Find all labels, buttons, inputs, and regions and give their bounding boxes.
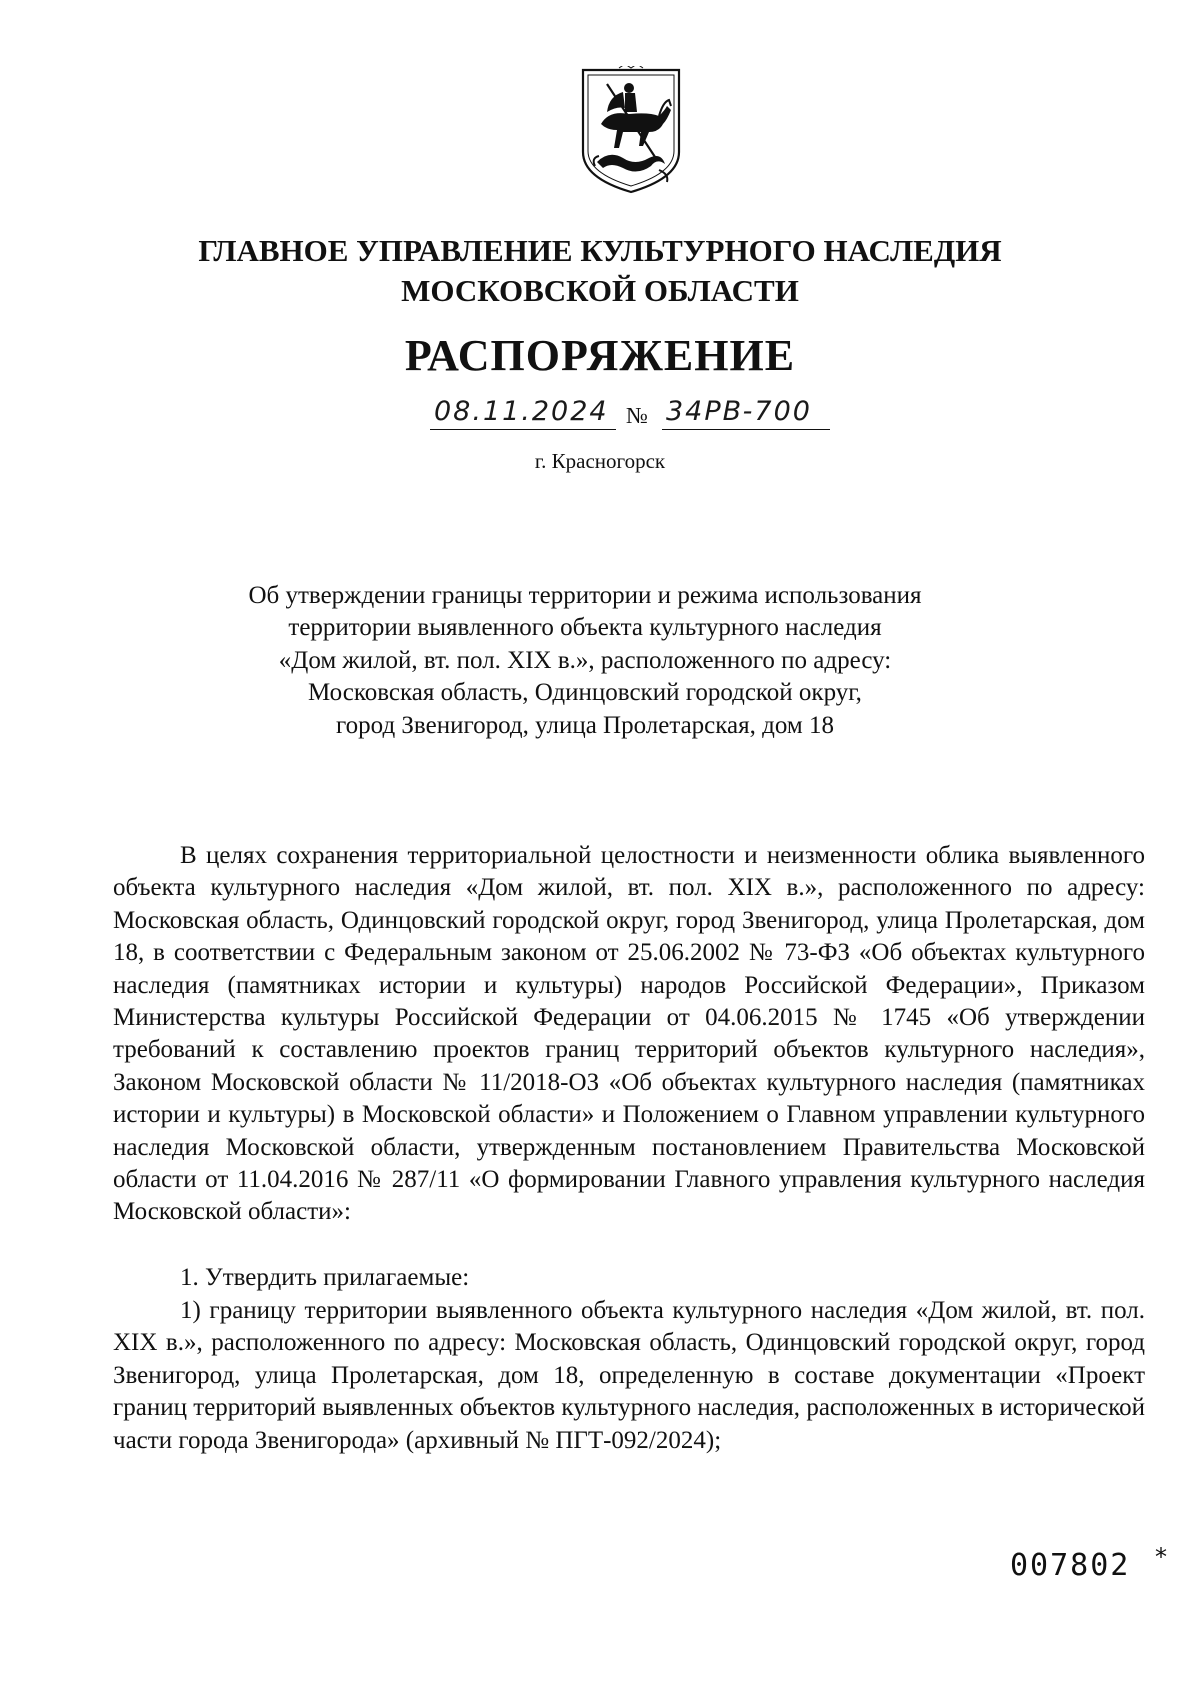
subject-line: город Звенигород, улица Пролетарская, дом 18 [336, 711, 834, 739]
document-number: 34PB-700 [666, 396, 812, 427]
item-1-paragraph: 1. Утвердить прилагаемые: [180, 1264, 470, 1291]
date-underline [430, 429, 616, 430]
asterisk-mark: * [1155, 1543, 1167, 1571]
subject-line: Московская область, Одинцовский городской округ, [308, 679, 862, 707]
date-number-line [430, 395, 830, 435]
document-subject [200, 580, 970, 742]
subject-line: «Дом жилой, вт. пол. XIX в.», расположенного по адресу: [278, 646, 892, 674]
subject-line: Об утверждении границы территории и режима использования [248, 582, 922, 609]
number-sign: № [626, 403, 648, 428]
serial-number: 007802 [1010, 1548, 1131, 1583]
preamble-paragraph: В целях сохранения территориальной целостности и неизменности облика выявленного объекта культурного наследия «Дом жилой, вт. пол. XIX в.», расположенного по адресу: Московская область, Одинцовский городской округ, город Звенигород, улица Пролетарская, дом 18, в соответствии с Федеральным законом от 25.06.2002 № 73-ФЗ «Об объектах культурного наследия (памятниках истории и культуры) народов Российской Федерации», Приказом Министерства культуры Российской Федерации от 04.06.2015 № 1745 «Об утверждении требований к составлению проектов границ территорий объектов культурного наследия», Законом Московской области № 11/2018-ОЗ «Об объектах культурного наследия (памятниках истории и культуры) в Московской области» и Положением о Главном управлении культурного наследия Московской области, утвержденным постановлением Правительства Московской области от 11.04.2016 № 287/11 «О формировании Главного управления культурного наследия Московской области»: [113, 842, 1145, 1226]
document-date: 08.11.2024 [434, 396, 609, 427]
coat-of-arms-icon [579, 66, 683, 196]
document-type-title: РАСПОРЯЖЕНИЕ [404, 331, 796, 380]
number-underline [662, 429, 830, 430]
subject-line: территории выявленного объекта культурного наследия [288, 614, 882, 642]
issue-city: г. Красногорск [534, 449, 666, 473]
organization-name-line1: ГЛАВНОЕ УПРАВЛЕНИЕ КУЛЬТУРНОГО НАСЛЕДИЯ [198, 233, 1002, 268]
item-1-1-paragraph: 1) границу территории выявленного объекта культурного наследия «Дом жилой, вт. пол. XIX в.», расположенного по адресу: Московская область, Одинцовский городской округ, город Звенигород, улица Пролетарская, дом 18, определенную в составе документации «Проект границ территорий выявленных объектов культурного наследия, расположенных в исторической части города Звенигорода» (архивный № ПГТ-092/2024); [113, 1297, 1145, 1454]
organization-name-line2: МОСКОВСКОЙ ОБЛАСТИ [401, 273, 799, 308]
